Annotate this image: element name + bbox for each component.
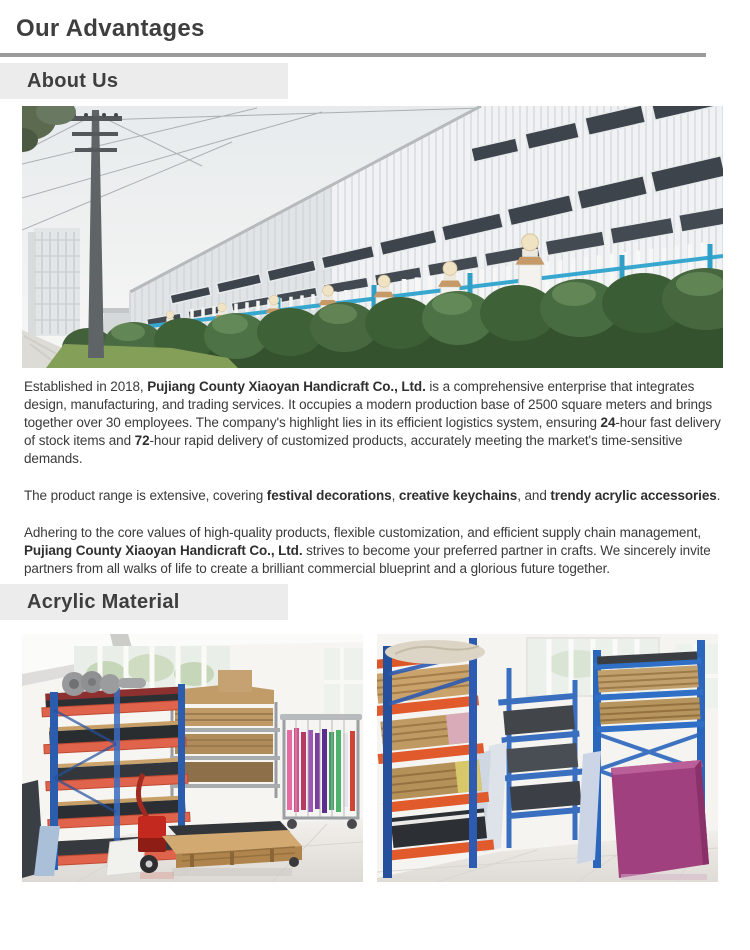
warehouse-photo-right bbox=[377, 634, 718, 882]
paragraph: The product range is extensive, covering festival decorations, creative keychains, and trendy acrylic accessories. bbox=[24, 488, 721, 503]
page-title: Our Advantages bbox=[16, 15, 205, 42]
acrylic-material-title: Acrylic Material bbox=[27, 590, 180, 613]
material-photos bbox=[22, 634, 750, 882]
paragraph: Established in 2018, Pujiang County Xiaoyan Handicraft Co., Ltd. is a comprehensive enterprise that integrates design, manufacturing, and trading services. It occupies a modern production base of 2500 square meters and brings together over 30 employees. The company's highlight lies in its efficient logistics system, ensuring 24-hour fast delivery of stock items and 72-hour rapid delivery of customized products, accurately meeting the market's time-sensitive demands. bbox=[24, 379, 721, 466]
section-header-about-us bbox=[0, 63, 288, 99]
warehouse-photo-left bbox=[22, 634, 363, 882]
factory-photo bbox=[22, 106, 723, 368]
about-paragraphs bbox=[24, 378, 732, 578]
section-header-acrylic-material bbox=[0, 584, 288, 620]
title-underline bbox=[0, 53, 706, 57]
about-us-title: About Us bbox=[27, 69, 119, 92]
paragraph: Adhering to the core values of high-quality products, flexible customization, and efficient supply chain management, Pujiang County Xiaoyan Handicraft Co., Ltd. strives to become your preferred partner in crafts. We sincerely invite partners from all walks of life to create a brilliant commercial blueprint and a glorious future together. bbox=[24, 525, 711, 576]
